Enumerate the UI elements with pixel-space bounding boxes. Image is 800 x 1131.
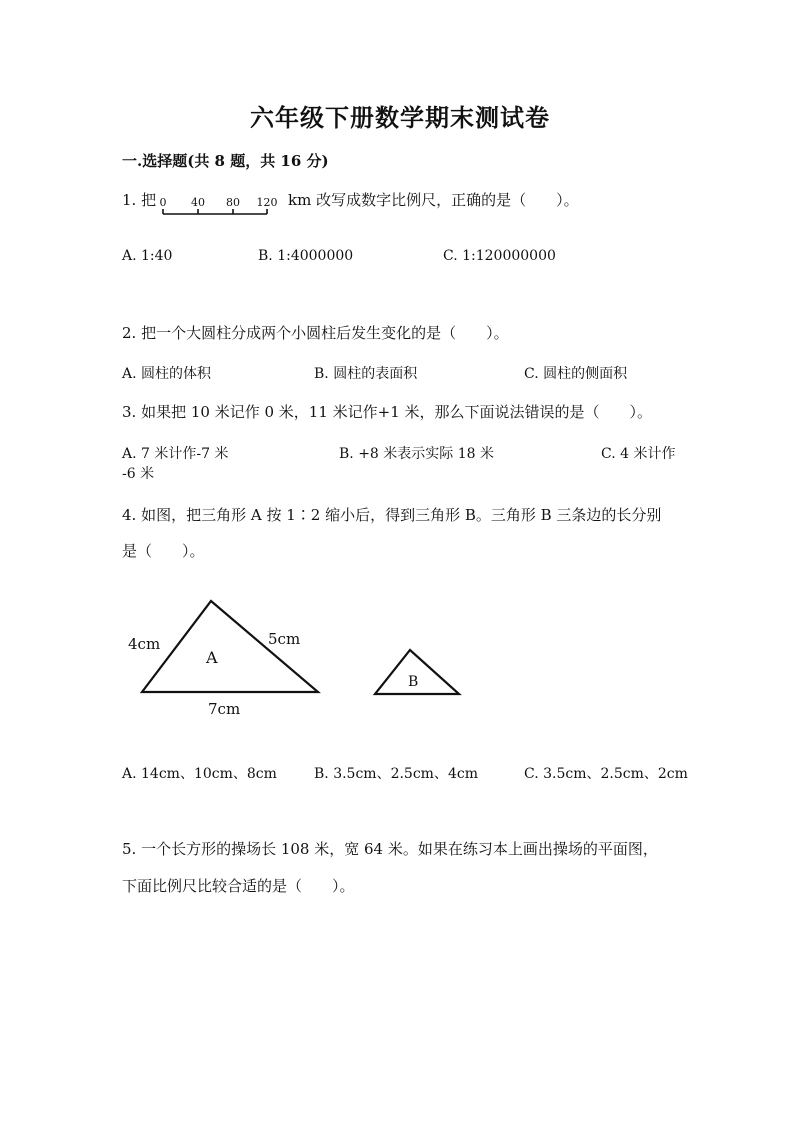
- q2-option-c[interactable]: C. 圆柱的侧面积: [524, 366, 628, 382]
- q3-text: 3. 如果把 10 米记作 0 米，11 米记作+1 米，那么下面说法错误的是（ ）。: [122, 403, 653, 421]
- q2-option-b[interactable]: B. 圆柱的表面积: [314, 366, 418, 382]
- scale-tick-label: 120: [256, 196, 278, 209]
- q1-suffix: km 改写成数字比例尺，正确的是（ ）。: [288, 191, 579, 209]
- scale-bar-figure: [155, 192, 285, 224]
- scale-tick-label: 80: [226, 196, 240, 209]
- q3-option-a[interactable]: A. 7 米计作-7 米: [122, 446, 229, 462]
- triangle-b-label: B: [408, 674, 419, 690]
- q5-text-line2: 下面比例尺比较合适的是（ ）。: [122, 877, 355, 895]
- q4-option-c[interactable]: C. 3.5cm、2.5cm、2cm: [524, 766, 688, 782]
- q4-option-b[interactable]: B. 3.5cm、2.5cm、4cm: [314, 766, 478, 782]
- page-title: 六年级下册数学期末测试卷: [250, 103, 550, 132]
- q4-option-a[interactable]: A. 14cm、10cm、8cm: [122, 766, 277, 782]
- q3-option-c[interactable]: C. 4 米计作: [601, 446, 676, 462]
- triangle-a-side-bottom-label: 7cm: [208, 700, 241, 718]
- q4-text-line1: 4. 如图，把三角形 A 按 1∶2 缩小后，得到三角形 B。三角形 B 三条边的长分别: [122, 506, 662, 524]
- section-heading: 一.选择题(共 8 题，共 16 分): [122, 152, 329, 170]
- q2-option-a[interactable]: A. 圆柱的体积: [122, 366, 212, 382]
- q1-option-c[interactable]: C. 1:120000000: [443, 248, 556, 264]
- q2-text: 2. 把一个大圆柱分成两个小圆柱后发生变化的是（ ）。: [122, 324, 509, 342]
- triangle-a-label: A: [206, 648, 218, 667]
- triangle-a-side-left-label: 4cm: [128, 635, 161, 653]
- scale-tick-label: 0: [159, 196, 167, 209]
- q1-option-a[interactable]: A. 1:40: [122, 248, 173, 264]
- triangles-figure: [120, 590, 480, 725]
- q1-option-b[interactable]: B. 1:4000000: [258, 248, 354, 264]
- triangle-a-side-right-label: 5cm: [268, 630, 301, 648]
- q1-prefix: 1. 把: [122, 191, 157, 209]
- q3-option-b[interactable]: B. +8 米表示实际 18 米: [339, 446, 494, 462]
- scale-tick-label: 40: [191, 196, 205, 209]
- q5-text-line1: 5. 一个长方形的操场长 108 米，宽 64 米。如果在练习本上画出操场的平面图，: [122, 840, 658, 858]
- q4-text-line2: 是（ ）。: [122, 542, 205, 560]
- q3-option-c-continued: -6 米: [122, 466, 155, 482]
